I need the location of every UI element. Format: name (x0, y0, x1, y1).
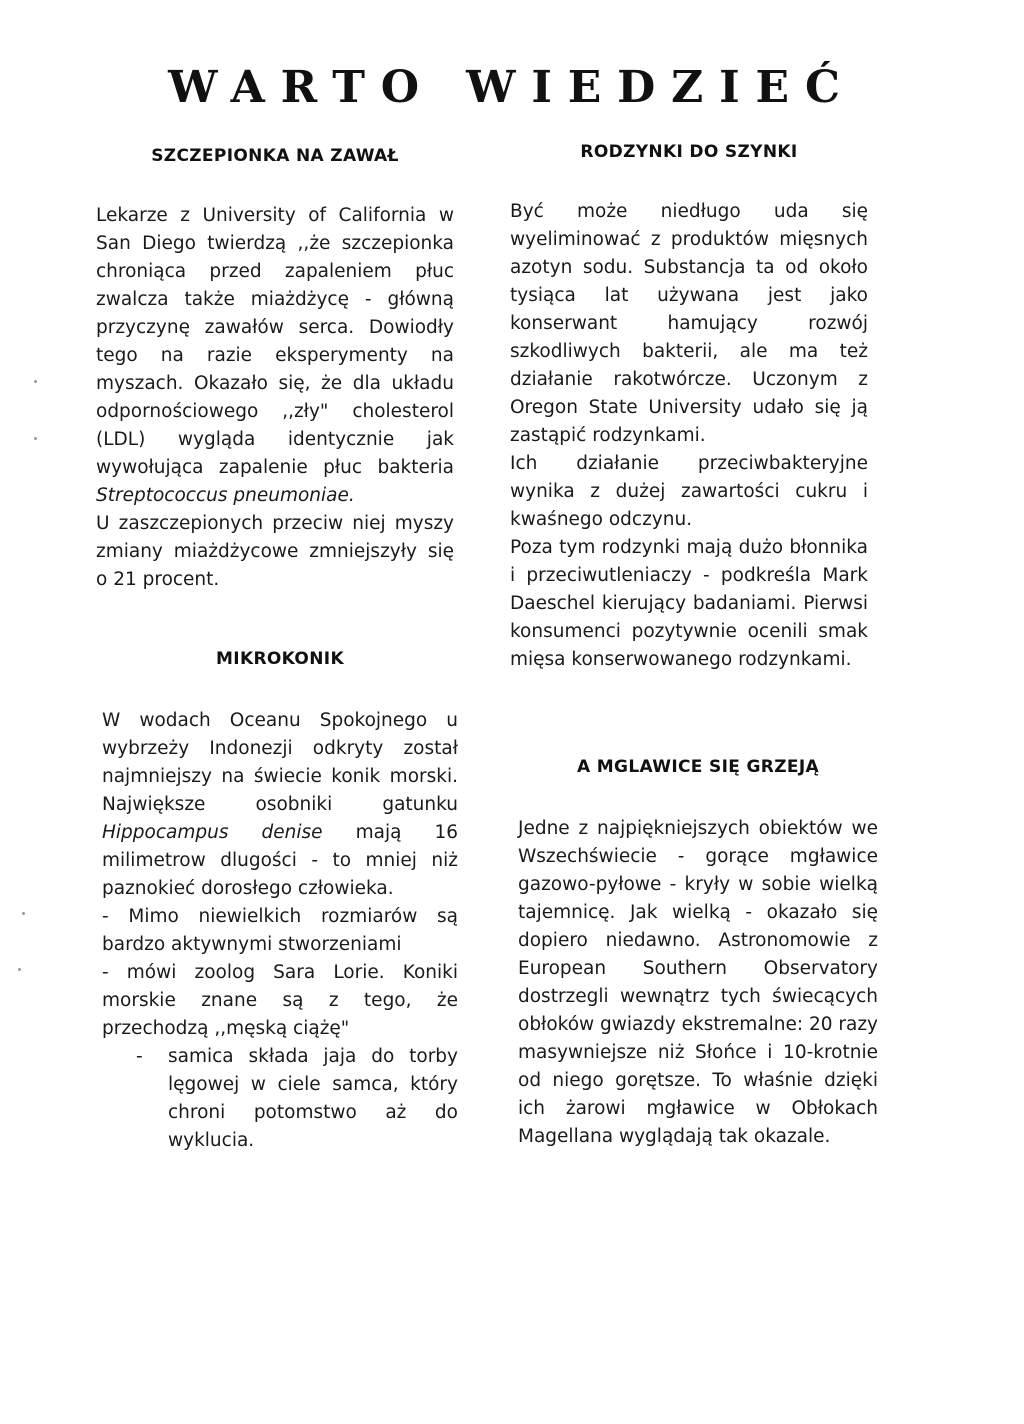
article-paragraph: samica składa jaja do torby lęgowej w ciele samca, który chroni potomstwo aż do wyklucia. (168, 1046, 458, 1151)
article-paragraph: U zaszczepionych przeciw niej myszy zmiany miażdżycowe zmniejszyły się o 21 procent. (96, 513, 454, 590)
paragraph-text: Lekarze z University of California w San Diego twierdzą ,,że szczepionka chroniąca przed zapaleniem płuc zwalcza także miażdżycę - główną przyczynę zawałów serca. Dowiodły tego na razie eksperymenty na myszach. Okazało się, że dla układu odpornościowego ,,zły" cholesterol (LDL) wygląda identycznie jak wywołująca zapalenie płuc bakteria (96, 205, 454, 478)
list-dash: - (136, 1046, 143, 1067)
species-name: Streptococcus pneumoniae. (96, 485, 355, 506)
article-heading: RODZYNKI DO SZYNKI (580, 142, 798, 162)
scan-speck (18, 968, 21, 971)
article-paragraph: Poza tym rodzynki mają dużo błonnika i przeciwutleniaczy - podkreśla Mark Daeschel kierujący badaniami. Pierwsi konsumenci pozytywnie ocenili smak mięsa konserwowanego rodzynkami. (510, 537, 868, 670)
article-mglawice (518, 757, 878, 1151)
article-heading: SZCZEPIONKA NA ZAWAŁ (151, 146, 399, 166)
paragraph-text: W wodach Oceanu Spokojnego u wybrzeży Indonezji odkryty został najmniejszy na świecie konik morski. Największe osobniki gatunku (102, 710, 458, 815)
scan-speck (34, 437, 37, 440)
species-name: Hippocampus denise (102, 822, 323, 843)
quote-list-item (102, 1043, 458, 1155)
article-paragraph (96, 202, 454, 510)
article-paragraph: Być może niedługo uda się wyeliminować z produktów mięsnych azotyn sodu. Substancja ta od około tysiąca lat używana jest jako konserwant hamujący rozwój szkodliwych bakterii, ale ma też działanie rakotwórcze. Uczonym z Oregon State University udało się ją zastąpić rodzynkami. (510, 201, 868, 446)
page-title: WARTO WIEDZIEĆ (168, 62, 856, 113)
article-szczepionka (96, 146, 454, 594)
article-paragraph (102, 707, 458, 903)
article-heading: MIKROKONIK (216, 649, 344, 669)
scan-speck (22, 912, 25, 915)
article-paragraph: - mówi zoolog Sara Lorie. Koniki morskie znane są z tego, że przechodzą ,,męską ciążę" (102, 962, 458, 1039)
article-rodzynki (510, 142, 868, 674)
article-paragraph: Jedne z najpiękniejszych obiektów we Wszechświecie - gorące mgławice gazowo-pyłowe - kryły w sobie wielką tajemnicę. Jak wielką - okazało się dopiero niedawno. Astronomowie z European Southern Observatory dostrzegli wewnątrz tych świecących obłoków gwiazdy ekstremalne: 20 razy masywniejsze niż Słońce i 10-krotnie od niego gorętsze. To właśnie dzięki ich żarowi mgławice w Obłokach Magellana wyglądają tak okazale. (518, 818, 878, 1147)
paragraph-text: mają 16 milimetrow dlugości - to mniej niż paznokieć dorosłego człowieka. (102, 822, 459, 899)
article-paragraph: Ich działanie przeciwbakteryjne wynika z dużej zawartości cukru i kwaśnego odczynu. (510, 453, 868, 530)
article-heading: A MGLAWICE SIĘ GRZEJĄ (577, 757, 819, 777)
article-mikrokonik (102, 649, 458, 1155)
scan-speck (34, 380, 37, 383)
article-paragraph: - Mimo niewielkich rozmiarów są bardzo aktywnymi stworzeniami (102, 906, 458, 955)
